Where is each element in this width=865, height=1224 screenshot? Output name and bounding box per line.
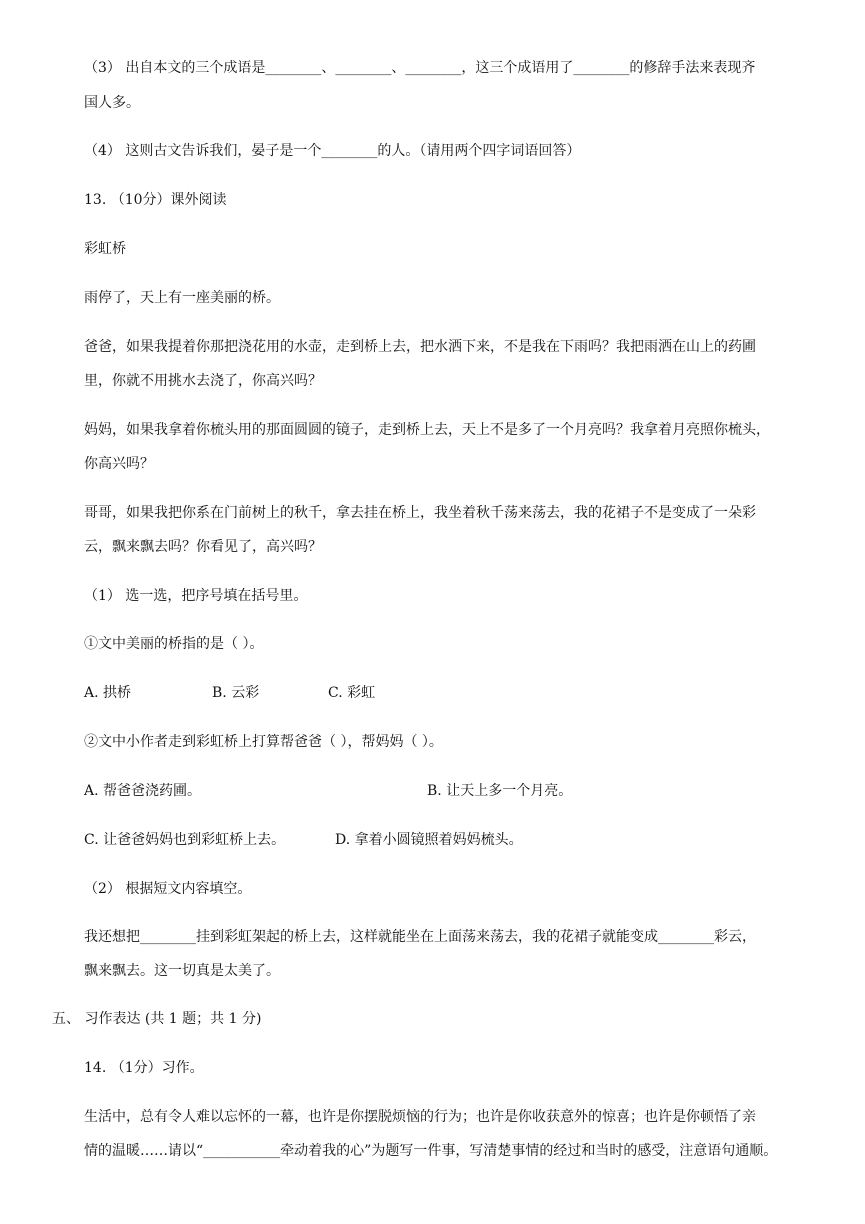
option-c-rainbow: C. 彩虹 [328, 685, 376, 701]
section-five-heading: 五、 习作表达 (共 1 题；共 1 分) [52, 1011, 262, 1027]
passage-para4-line1: 哥哥，如果我把你系在门前树上的秋千，拿去挂在桥上，我坐着秋千荡来荡去，我的花裙子不是变成了一朵彩 [84, 505, 756, 521]
q13-part1-item1: ①文中美丽的桥指的是（ ）。 [84, 636, 264, 652]
q13-part1-prompt: （1） 选一选，把序号填在括号里。 [84, 588, 308, 604]
q13-heading: 13. （10分）课外阅读 [84, 192, 227, 208]
passage-para4-line2: 云，飘来飘去吗？你看见了，高兴吗？ [84, 539, 322, 555]
q13-part2-prompt: （2） 根据短文内容填空。 [84, 881, 252, 897]
q13-part2-line1: 我还想把________挂到彩虹架起的桥上去，这样就能坐在上面荡来荡去，我的花裙子就能变成________彩云， [84, 929, 756, 945]
passage-para2-line1: 爸爸，如果我提着你那把浇花用的水壶，走到桥上去，把水洒下来，不是我在下雨吗？我把雨洒在山上的药圃 [84, 339, 756, 355]
q14-prompt-line1: 生活中，总有令人难以忘怀的一幕，也许是你摆脱烦恼的行为；也许是你收获意外的惊喜；也许是你顿悟了亲 [84, 1109, 756, 1125]
q12-part3-line1: （3） 出自本文的三个成语是________、________、________，这三个成语用了________的修辞手法来表现齐 [84, 60, 756, 76]
option-c-parents: C. 让爸爸妈妈也到彩虹桥上去。 [84, 832, 286, 848]
q12-part4: （4） 这则古文告诉我们，晏子是一个________的人。（请用两个四字词语回答） [84, 143, 581, 159]
option-d-mirror: D. 拿着小圆镜照着妈妈梳头。 [335, 832, 523, 848]
q13-part1-item2: ②文中小作者走到彩虹桥上打算帮爸爸（ ），帮妈妈（ ）。 [84, 734, 443, 750]
q14-prompt-line2: 情的温暖……请以“___________牵动着我的心”为题写一件事，写清楚事情的经过和当时的感受，注意语句通顺。 [84, 1143, 778, 1159]
passage-para3-line1: 妈妈，如果我拿着你梳头用的那面圆圆的镜子，走到桥上去，天上不是多了一个月亮吗？我拿着月亮照你梳头， [84, 422, 770, 438]
option-b-moon: B. 让天上多一个月亮。 [427, 783, 573, 799]
passage-title: 彩虹桥 [84, 241, 126, 257]
passage-para2-line2: 里，你就不用挑水去浇了，你高兴吗？ [84, 373, 322, 389]
passage-para1: 雨停了，天上有一座美丽的桥。 [84, 290, 280, 306]
option-a-water: A. 帮爸爸浇药圃。 [84, 783, 202, 799]
q14-heading: 14. （1分）习作。 [84, 1060, 204, 1076]
passage-para3-line2: 你高兴吗？ [84, 456, 154, 472]
q12-part3-line2: 国人多。 [84, 95, 140, 111]
option-a-arch-bridge: A. 拱桥 [84, 685, 132, 701]
option-b-cloud: B. 云彩 [212, 685, 260, 701]
q13-part2-line2: 飘来飘去。这一切真是太美了。 [84, 963, 280, 979]
